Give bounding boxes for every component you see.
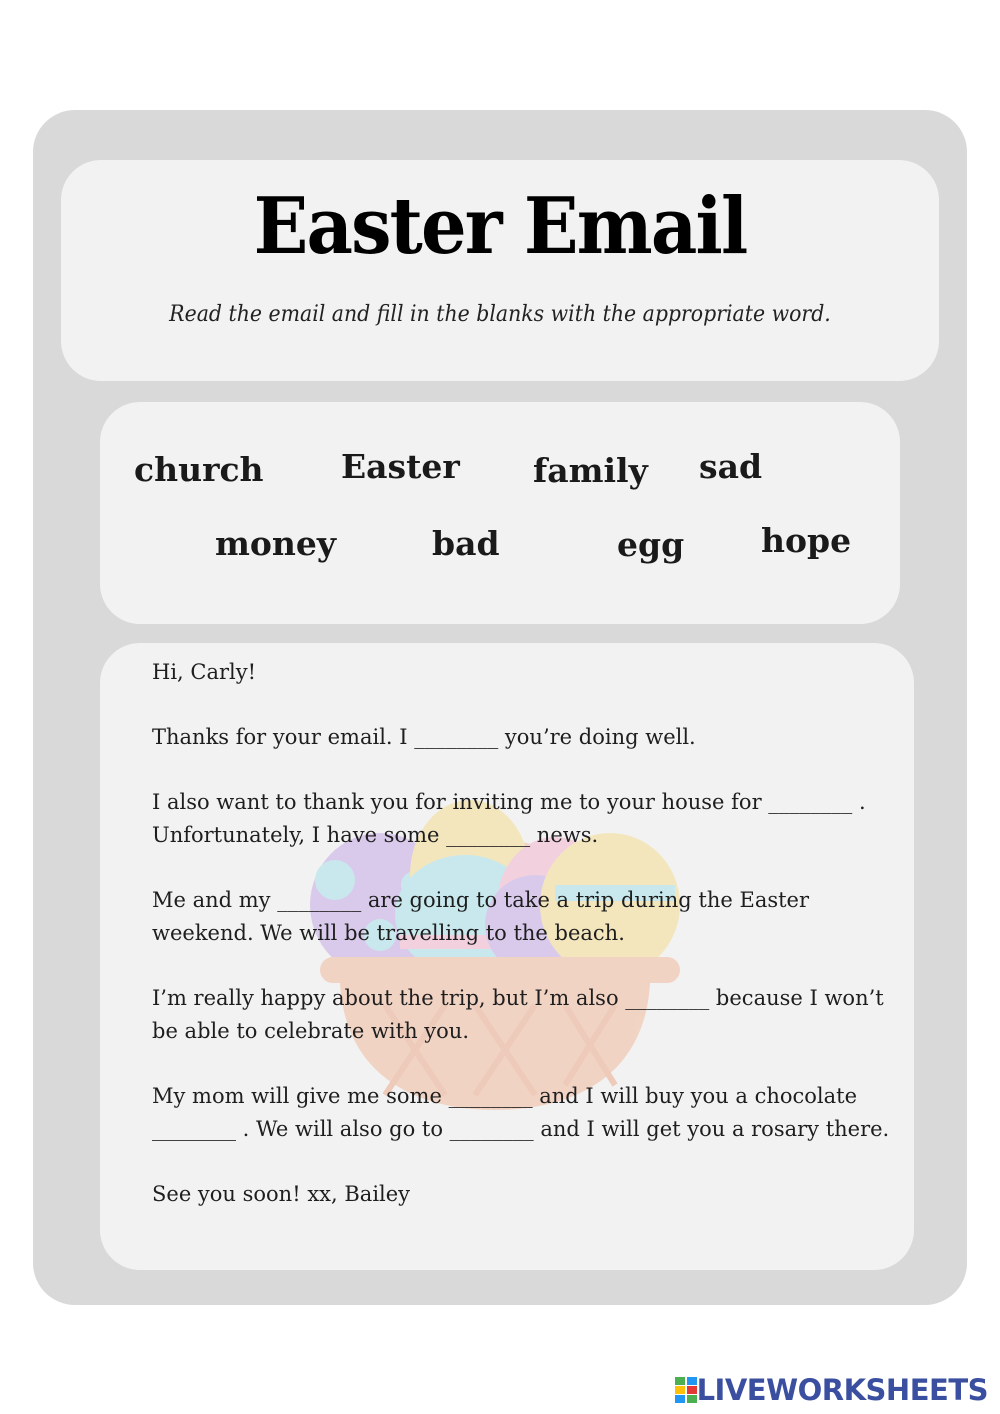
- email-paragraph: I also want to thank you for inviting me to your house for ________ . Unfortunately, I have some ________ news.: [152, 790, 866, 847]
- email-paragraph: I’m really happy about the trip, but I’m also ________ because I won’t be able to celebrate with you.: [152, 986, 884, 1043]
- email-greeting: Hi, Carly!: [152, 660, 257, 684]
- email-signoff: See you soon! xx, Bailey: [152, 1182, 411, 1206]
- word-bank-item: family: [533, 451, 648, 490]
- brand-logo: [675, 1372, 988, 1408]
- brand-name: LIVEWORKSHEETS: [696, 1373, 988, 1407]
- word-bank: [100, 402, 900, 624]
- word-bank-item: money: [215, 524, 337, 563]
- email-paragraph: Me and my ________ are going to take a trip during the Easter weekend. We will be travelling to the beach.: [152, 888, 810, 945]
- word-bank-item: egg: [617, 525, 685, 564]
- word-bank-item: church: [134, 450, 264, 489]
- email-paragraph: Thanks for your email. I ________ you’re doing well.: [152, 725, 696, 749]
- liveworksheets-logo-icon: [675, 1377, 697, 1403]
- email-paragraph: My mom will give me some ________ and I will buy you a chocolate ________ . We will also go to ________ and I will get you a rosary there.: [152, 1084, 890, 1141]
- email-body: [152, 656, 892, 1243]
- word-bank-item: bad: [432, 524, 500, 563]
- word-bank-item: hope: [761, 521, 852, 560]
- page-title: Easter Email: [253, 181, 747, 272]
- word-bank-item: sad: [699, 447, 763, 486]
- word-bank-item: Easter: [341, 447, 460, 486]
- instructions: Read the email and fill in the blanks with the appropriate word.: [169, 302, 831, 327]
